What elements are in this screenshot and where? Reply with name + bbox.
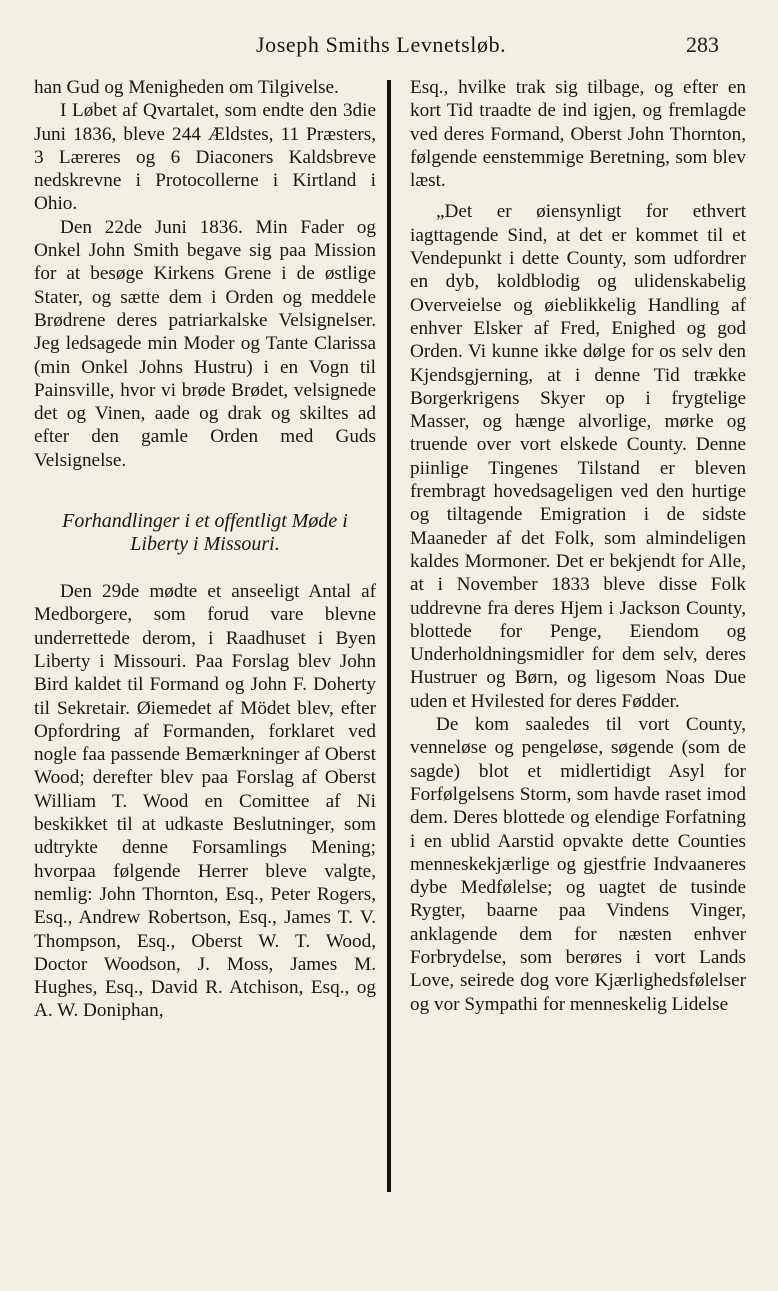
running-title: Joseph Smiths Levnetsløb. bbox=[256, 32, 507, 57]
paragraph: I Løbet af Qvartalet, som endte den 3die Juni 1836, bleve 244 Ældstes, 11 Præsters, 3 Læreres og 6 Diaconers Kaldsbreve nedskrevne i Protocollerne i Kirtland i Ohio. bbox=[34, 100, 376, 215]
paragraph: Den 29de mødte et anseeligt Antal af Medborgere, som forud vare blevne underrettede derom, i Raadhuset i Byen Liberty i Missouri. Paa Forslag blev John Bird kaldet til Formand og John F. Doherty til Sekretair. Øiemedet af Mödet blev, efter Opfordring af Formanden, forklaret ved nogle faa passende Bemærkninger af Oberst Wood; derefter blev paa Forslag af Oberst William T. Wood en Comittee af Ni beskikket til at udkaste Beslutninger, som udtrykte denne Forsamlings Mening; hvorpaa følgende Herrer bleve valgte, nemlig: John Thornton, Esq., Peter Rogers, Esq., Andrew Robertson, Esq., James T. V. Thompson, Esq., Oberst W. T. Wood, Doctor Woodson, J. Moss, James M. Hughes, Esq., David R. Atchison, Esq., og A. W. Doniphan, bbox=[34, 581, 376, 1022]
paragraph-gap bbox=[410, 192, 746, 200]
paragraph: „Det er øiensynligt for ethvert iagttagende Sind, at det er kommet til et Vendepunkt i dette County, som udfordrer en dyb, koldblodig og ulidenskabelig Overveielse og øieblikkelig Handling af enhver Elsker af Fred, Enighed og god Orden. Vi kunne ikke dølge for os selv den Kjendsgjerning, at i denne Tid trække Borgerkrigens Skyer op i frygtelige Masser, og hænge alvorlige, mørke og truende over vort elskede County. Denne piinlige Tingenes Tilstand er bleven frembragt hovedsageligen ved den hurtige og tiltagende Emigration i de sidste Maaneder af det Folk, som almindeligen kaldes Mormoner. Det er bekjendt for Alle, at i November 1833 bleve disse Folk uddrevne fra deres Hjem i Jackson County, blottede for Penge, Eiendom og Underholdningsmidler for dem selv, deres Hustruer og Børn, og ligesom Noas Due uden et Hvilested for deres Fødder. bbox=[410, 201, 746, 712]
paragraph: De kom saaledes til vort County, venneløse og pengeløse, søgende (som de sagde) blot et midlertidigt Asyl for Forfølgelsens Storm, som havde raset imod dem. Deres blottede og elendige Forfatning i en ublid Aarstid opvakte dette Counties menneskekjærlige og gjestfrie Indvaaneres dybe Medfølelse; og uagtet de tusinde Rygter, baarne paa Vindens Vinger, anklagende dem for næsten enhver Forbrydelse, som berøres i vort Lands Love, seirede dog vore Kjærlighedsfølelser og vor Sympathi for menneskelig Lidelse bbox=[410, 714, 746, 1015]
paragraph: han Gud og Menigheden om Tilgivelse. bbox=[34, 77, 339, 98]
section-heading: Forhandlinger i et offentligt Møde i Liberty i Missouri. bbox=[62, 510, 348, 556]
paragraph: Den 22de Juni 1836. Min Fader og Onkel John Smith begave sig paa Mission for at besøge Kirkens Grene i de østlige Stater, og sætte dem i Orden og meddele Brødrene deres patriarkalske Velsignelser. Jeg ledsagede min Moder og Tante Clarissa (min Onkel Johns Hustru) i en Vogn til Painsville, hvor vi brøde Brødet, velsignede det og Vinen, aade og drak og skiltes ad efter den gamle Orden med Guds Velsignelse. bbox=[34, 216, 376, 471]
page-number: 283 bbox=[686, 32, 719, 57]
paragraph: Esq., hvilke trak sig tilbage, og efter en kort Tid traadte de ind igjen, og fremlagde ved deres Formand, Oberst John Thornton, følgende eenstemmige Beretning, som blev læst. bbox=[410, 77, 746, 192]
left-column bbox=[34, 76, 376, 1023]
column-divider bbox=[387, 80, 391, 1192]
right-column bbox=[410, 76, 746, 1016]
page-header bbox=[0, 32, 778, 62]
